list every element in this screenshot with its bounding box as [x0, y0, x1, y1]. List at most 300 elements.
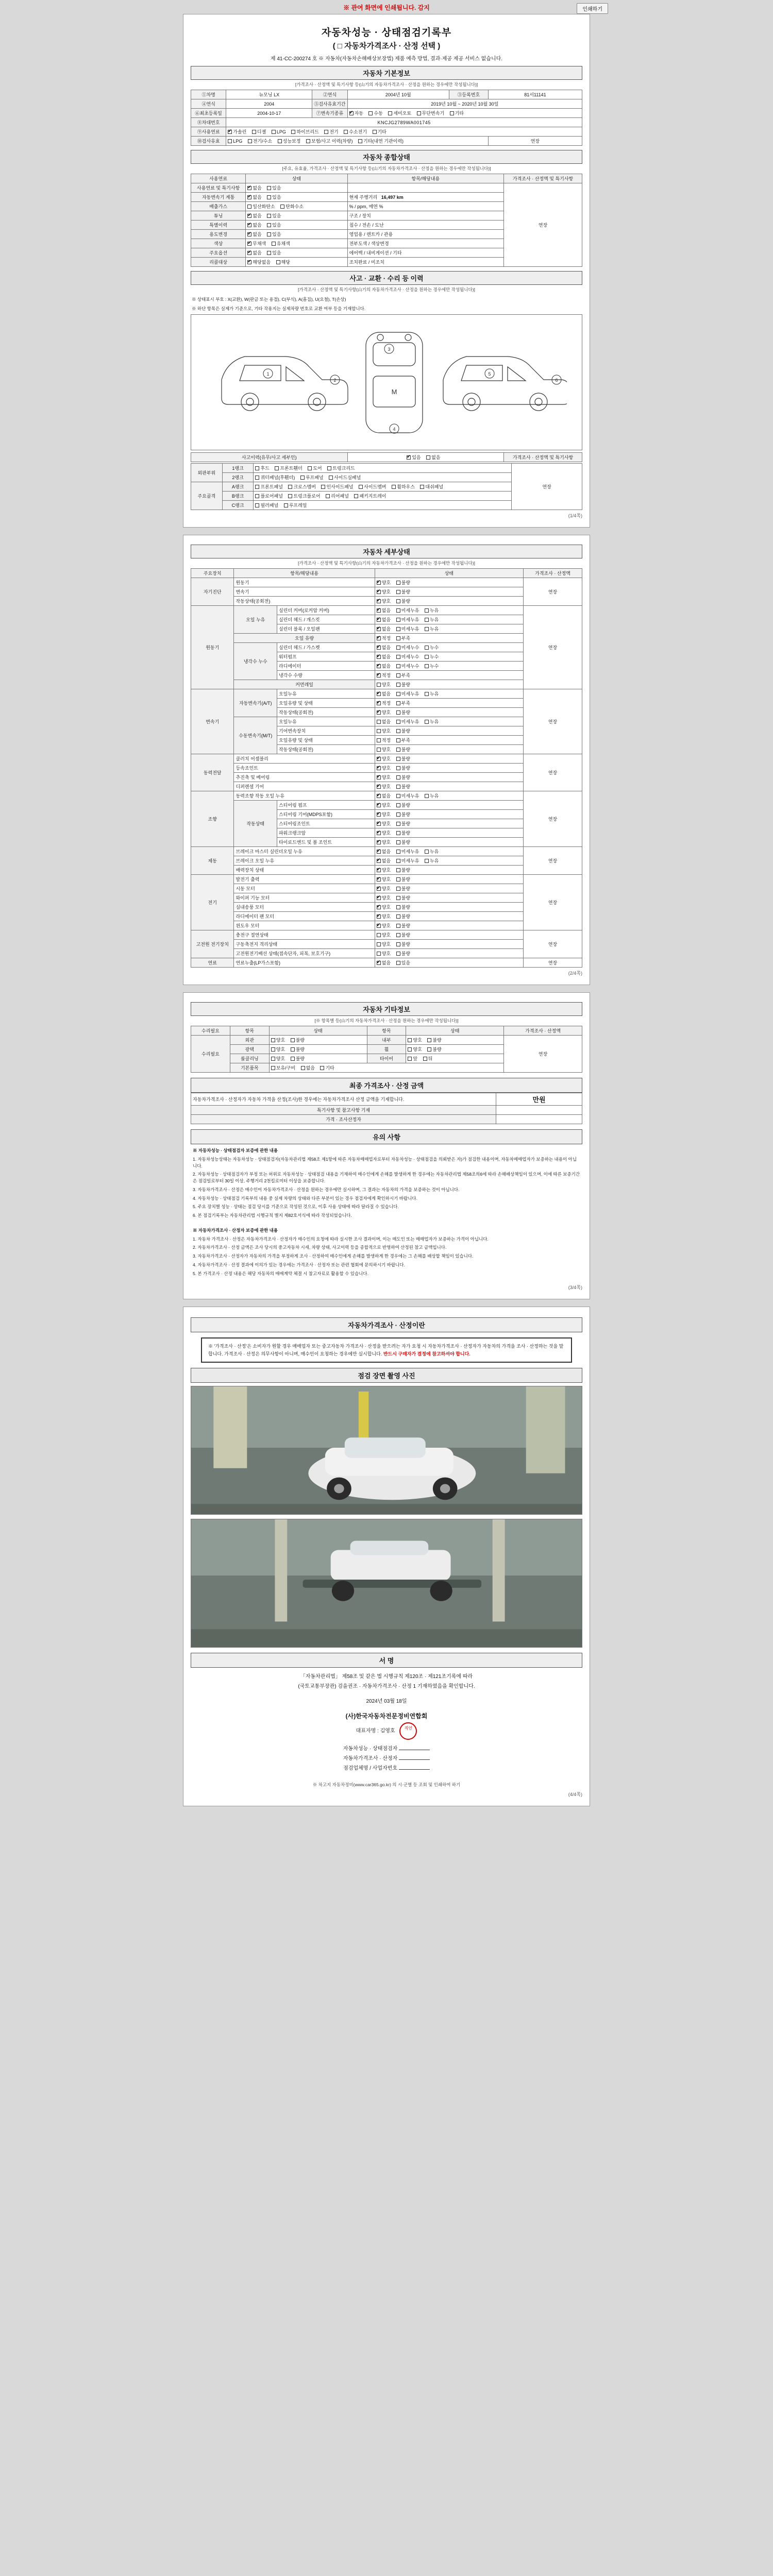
item-states: [375, 930, 523, 940]
diagram-legend-2: ※ 하단 항목은 실제가 기준으로, 기타 작용지는 실제차량 번호로 교환 여부 등을 기재합니다.: [192, 306, 366, 311]
state-leak[interactable]: 누수: [425, 644, 439, 651]
signature-row: [191, 1754, 582, 1764]
row-state: [246, 193, 347, 202]
print-button[interactable]: 인쇄하기: [577, 3, 608, 14]
item-states: [375, 652, 523, 662]
state-good[interactable]: ✔ 양호: [377, 913, 391, 920]
price-row-value-1: [496, 1106, 582, 1115]
state-bad[interactable]: 불량: [396, 839, 410, 845]
part-side-member[interactable]: 사이드멤버: [359, 483, 386, 490]
price-amount: 만원: [496, 1093, 582, 1106]
state-bad[interactable]: 불량: [291, 1037, 305, 1043]
price-row-value-2: [496, 1115, 582, 1124]
state-minor[interactable]: 미세누유: [396, 848, 419, 855]
state-none[interactable]: ✔ 없음: [377, 663, 391, 669]
group-label: 외판부위: [191, 464, 223, 482]
col-header: 가격조사 · 산정액: [504, 1026, 582, 1036]
state-bad[interactable]: 불량: [396, 913, 410, 920]
state-bad[interactable]: 불량: [396, 820, 410, 827]
part-quarter-panel[interactable]: 쿼터패널(후휀더): [255, 474, 295, 481]
state-good[interactable]: 양호: [408, 1046, 422, 1053]
part-inside-panel[interactable]: 인사이드패널: [321, 483, 353, 490]
rank-label: 2랭크: [222, 473, 254, 482]
state-leak[interactable]: 누수: [425, 663, 439, 669]
sub-label: 오일유량 및 상태: [277, 699, 375, 708]
state-ng[interactable]: 있음: [267, 194, 281, 200]
state-good[interactable]: 양호: [408, 1037, 422, 1043]
state-good[interactable]: ✔ 양호: [377, 867, 391, 873]
field-label: ⑥최초등록일: [191, 109, 226, 118]
accident-no[interactable]: 없음: [426, 454, 440, 461]
state-ng[interactable]: 있음: [267, 249, 281, 256]
fuel-lpg[interactable]: LPG: [272, 129, 286, 134]
table-row: [191, 99, 582, 109]
fuel-etc[interactable]: 기타: [373, 128, 386, 135]
state-good[interactable]: 양호: [271, 1055, 285, 1062]
item-states: [269, 1045, 367, 1054]
basic-info-table: [191, 90, 582, 146]
part-floor-panel[interactable]: 플로어패널: [255, 493, 282, 499]
option-cvt[interactable]: 무단변속기: [417, 110, 444, 116]
part-dash-panel[interactable]: 대쉬패널: [420, 483, 443, 490]
state-good[interactable]: 양호: [377, 727, 391, 734]
insp-accident[interactable]: 보험/사고 이력(차량): [306, 138, 353, 144]
state-none[interactable]: ✔ 없음: [377, 644, 391, 651]
part-side-sill[interactable]: 사이드실패널: [329, 474, 361, 481]
etc-title: 자동차 기타정보: [191, 1002, 582, 1016]
state-yes[interactable]: 있음: [396, 959, 410, 966]
state-bad[interactable]: 불량: [396, 922, 410, 929]
basic-have[interactable]: 보유/구비: [271, 1064, 295, 1071]
state-good[interactable]: ✔ 양호: [377, 904, 391, 910]
fuel-gasoline[interactable]: ✔ 가솔린: [228, 128, 246, 135]
state-bad[interactable]: 불량: [396, 765, 410, 771]
item-label: 등속조인트: [234, 764, 375, 773]
price-warning-title: 자동차가격조사 · 산정이란: [191, 1317, 582, 1332]
cautions-title: 유의 사항: [191, 1129, 582, 1144]
row-detail: [347, 183, 504, 193]
col-header: 상태: [246, 174, 347, 183]
basic-none[interactable]: 없음: [301, 1064, 315, 1071]
group-label: 고전원 전기장치: [191, 930, 234, 958]
item-states: [375, 662, 523, 671]
state-bad[interactable]: 불량: [396, 727, 410, 734]
accident-result-label: 사고이력(유무/사고 세부인): [191, 453, 348, 462]
inspection-options: [226, 137, 488, 146]
row-label: 특별이력: [191, 221, 246, 230]
part-wheel-house[interactable]: 휠하우스: [392, 483, 415, 490]
state-none[interactable]: ✔ 없음: [377, 616, 391, 623]
state-good[interactable]: ✔ 양호: [377, 885, 391, 892]
detail-note: [가격조사 · 산정액 및 특기사항(山기의 자동차가격조사 · 산정을 원하는 경우에만 작성됩니다)]: [298, 561, 475, 566]
state-minor[interactable]: 미세누유: [396, 690, 419, 697]
signature-row: [191, 1764, 582, 1773]
state-low[interactable]: 부족: [396, 672, 410, 679]
item-states: [375, 847, 523, 856]
item-label: 수동변속기(M/T): [234, 717, 277, 754]
state-leak[interactable]: 누수: [425, 653, 439, 660]
state-ok[interactable]: ✔ 없음: [247, 231, 261, 238]
state-good[interactable]: 양호: [377, 681, 391, 688]
state-good[interactable]: ✔ 양호: [377, 820, 391, 827]
sub-label: 냉각수 수량: [277, 671, 375, 680]
tire-rear[interactable]: 뒤: [423, 1055, 433, 1062]
state-leak[interactable]: 누유: [425, 848, 439, 855]
group-remark: 연장: [524, 791, 582, 847]
part-roof-rail[interactable]: 루프레일: [284, 502, 307, 509]
state-good[interactable]: ✔ 양호: [377, 829, 391, 836]
state-ok[interactable]: ✔ 없음: [247, 194, 261, 200]
field-label: ⑦변속기종류: [312, 109, 347, 118]
state-bad[interactable]: 불량: [396, 774, 410, 781]
signature-row: [191, 1744, 582, 1754]
state-ok[interactable]: ✔ 적정: [377, 672, 391, 679]
part-roof-panel[interactable]: 루프패널: [300, 474, 324, 481]
insp-perf[interactable]: 성능보정: [278, 138, 301, 144]
state-bad[interactable]: 불량: [396, 681, 410, 688]
row-detail: [347, 193, 504, 202]
insp-ev[interactable]: 전기/수소: [248, 138, 272, 144]
mileage-label: 현재 주행거리: [349, 195, 378, 200]
table-row: [191, 183, 582, 193]
item-states: [375, 856, 523, 866]
price-warning-box: [201, 1337, 572, 1363]
group-label: 주요골격: [191, 482, 223, 510]
group-label: 연료: [191, 958, 234, 968]
group-remark: 연장: [524, 958, 582, 968]
state-ok[interactable]: 적정: [377, 737, 391, 743]
svg-text:6: 6: [555, 378, 558, 383]
state-co[interactable]: 일산화탄소: [247, 203, 275, 210]
group-remark: 연장: [524, 847, 582, 875]
table-row: [191, 1036, 582, 1045]
state-bad[interactable]: 불량: [396, 950, 410, 957]
tire-label: 타이어: [367, 1054, 406, 1063]
state-ok[interactable]: ✔ 없음: [247, 184, 261, 191]
sub-label: 스티어링조인트: [277, 819, 375, 828]
item-label: 작동상태: [234, 801, 277, 847]
part-hood[interactable]: 후드: [255, 465, 269, 471]
state-good[interactable]: 양호: [377, 950, 391, 957]
state-bad[interactable]: 불량: [396, 931, 410, 938]
fuel-electric[interactable]: 전기: [324, 128, 338, 135]
page-number: (2/4쪽): [568, 971, 582, 976]
item-states: [375, 791, 523, 801]
state-leak[interactable]: 누유: [425, 718, 439, 725]
state-good[interactable]: 양호: [271, 1046, 285, 1053]
part-front-fender[interactable]: 프론트휀더: [275, 465, 302, 471]
table-row: [191, 1106, 582, 1115]
title-line-1: 자동차성능 · 상태점검기록부: [321, 27, 452, 38]
state-hc[interactable]: 탄화수소: [280, 203, 304, 210]
state-bad[interactable]: 불량: [396, 876, 410, 883]
state-ok[interactable]: ✔ 해당없음: [247, 259, 271, 265]
state-none[interactable]: ✔ 없음: [377, 857, 391, 864]
state-good[interactable]: ✔ 양호: [377, 774, 391, 781]
rank-label: 1랭크: [222, 464, 254, 473]
state-bad[interactable]: 불량: [427, 1046, 441, 1053]
option-etc[interactable]: 기타: [450, 110, 464, 116]
col-header: 가격조사 · 산정액 및 특기사항: [504, 174, 582, 183]
part-pillar-panel[interactable]: 필러패널: [255, 502, 278, 509]
field-value: 81서11141: [488, 90, 582, 99]
field-label: ⑤검사유효기간: [312, 99, 347, 109]
state-good[interactable]: 양호: [377, 746, 391, 753]
caution-item: 1. 자동차성능상태는 자동차성능 · 상태점검자(자동차관리법 제58조 제1항에 따른 자동차매매업자로부터 자동차성능 · 상태점검을 의뢰받은 자)가 점검한 내용이며, 자동차매매업자가 보증하는 내용이 아닙니다.: [193, 1156, 577, 1168]
item-states: [375, 606, 523, 615]
price-warning-body: ※ '가격조사 · 산정'은 소비자가 원할 경우 매매업자 또는 중고자동차 가격조사 · 산정을 받으려는 자가 요청 시 자동차가격조사 · 산정자가 자동차의 가격을 조사 · 산정하는 것을 말합니다. 가격조사 · 산정은 의무사항이 아니며, 매수인이 요청하는 경우에만 실시합니다.: [208, 1344, 564, 1357]
insp-lpg[interactable]: LPG: [228, 139, 242, 144]
state-good[interactable]: ✔ 양호: [377, 765, 391, 771]
state-bad[interactable]: 불량: [291, 1055, 305, 1062]
item-label: 발전기 출력: [234, 875, 375, 884]
state-ok[interactable]: ✔ 적정: [377, 635, 391, 641]
state-good[interactable]: ✔ 양호: [377, 802, 391, 808]
state-minor[interactable]: 미세누유: [396, 616, 419, 623]
state-none[interactable]: ✔ 없음: [377, 607, 391, 614]
part-front-panel[interactable]: 프론트패널: [255, 483, 282, 490]
state-good[interactable]: ✔ 양호: [377, 588, 391, 595]
item-states: [375, 587, 523, 597]
state-leak[interactable]: 누유: [425, 857, 439, 864]
basic-etc[interactable]: 기타: [320, 1064, 334, 1071]
state-minor[interactable]: 미세누수: [396, 663, 419, 669]
state-minor[interactable]: 미세누유: [396, 792, 419, 799]
state-none[interactable]: 없음: [377, 718, 391, 725]
table-row: [191, 118, 582, 127]
caution-item: 2. 자동차성능 · 상태점검자가 부정 또는 허위로 자동차성능 · 상태점검 내용을 기재하여 매수인에게 손해를 발생하게 한 경우에는 자동차관리법 제58조의6에 따라 손해배상책임이 있으며, 이에 따른 보증기간은 점검일로부터 30일 이상, 주행거리 2천킬로미터 이상을 보증합니다.: [193, 1172, 580, 1183]
state-good[interactable]: ✔ 양호: [377, 755, 391, 762]
state-good[interactable]: 양호: [377, 931, 391, 938]
state-bad[interactable]: 불량: [396, 829, 410, 836]
item-states: [375, 764, 523, 773]
sub-label: 타이로드엔드 및 볼 조인트: [277, 838, 375, 847]
field-value: 2004-10-17: [226, 109, 312, 118]
state-bad[interactable]: 불량: [396, 755, 410, 762]
option-manual[interactable]: 수동: [368, 110, 382, 116]
state-ng[interactable]: 유채색: [272, 240, 290, 247]
fuel-hybrid[interactable]: 하이브리드: [291, 128, 318, 135]
state-leak[interactable]: 누유: [425, 792, 439, 799]
col-header: 항목: [230, 1026, 269, 1036]
state-bad[interactable]: 불량: [396, 588, 410, 595]
state-minor[interactable]: 미세누유: [396, 607, 419, 614]
row-label: 배출가스: [191, 202, 246, 211]
state-good[interactable]: ✔ 양호: [377, 783, 391, 790]
state-good[interactable]: 양호: [377, 941, 391, 947]
svg-text:5: 5: [488, 371, 491, 377]
item-states: [375, 773, 523, 782]
item-label: 오일 누유: [234, 606, 277, 634]
mileage-value: 16,497 km: [381, 195, 404, 200]
accident-parts-table: [191, 463, 582, 510]
item-label: 연료누출(LP가스포함): [234, 958, 375, 968]
field-label: ⑩검사유효: [191, 137, 226, 146]
caution-head: ※ 자동차가격조사 · 산정자 보증에 관한 내용: [193, 1227, 278, 1233]
state-low[interactable]: 부족: [396, 635, 410, 641]
state-ok[interactable]: ✔ 적정: [377, 700, 391, 706]
state-bad[interactable]: 불량: [396, 867, 410, 873]
overall-table: [191, 174, 582, 267]
svg-text:3: 3: [388, 347, 391, 352]
basic-items-label: 기본품목: [230, 1063, 269, 1073]
state-good[interactable]: ✔ 양호: [377, 922, 391, 929]
state-ok[interactable]: ✔ 없음: [247, 249, 261, 256]
state-good[interactable]: ✔ 양호: [377, 876, 391, 883]
item-states: [406, 1045, 504, 1054]
state-bad[interactable]: 불량: [396, 579, 410, 586]
sub-label: 기어변속장치: [277, 726, 375, 736]
signature-row-value[interactable]: [399, 1759, 430, 1760]
signature-org-rep: 대표자명 : 김영호: [356, 1728, 395, 1734]
table-row: [191, 90, 582, 99]
item-states: [375, 624, 523, 634]
caution-item: 5. 본 가격조사 · 산정 내용은 해당 자동차의 매매계약 체결 시 참고자료로 활용할 수 있습니다.: [193, 1270, 368, 1276]
fuel-hydrogen[interactable]: 수소전기: [344, 128, 367, 135]
sub-label: 라디에이터: [277, 662, 375, 671]
state-good[interactable]: ✔ 양호: [377, 709, 391, 716]
sub-label: 작동상태(공회전): [277, 708, 375, 717]
state-minor[interactable]: 미세누수: [396, 653, 419, 660]
basic-info-title: 자동차 기본정보: [191, 66, 582, 80]
state-none[interactable]: ✔ 없음: [377, 848, 391, 855]
state-leak[interactable]: 누유: [425, 607, 439, 614]
signature-row-label: 자동차성능 · 상태점검자: [343, 1745, 398, 1752]
item-label: 동력조향 작동 오일 누유: [234, 791, 375, 801]
option-auto[interactable]: ✔ 자동: [349, 110, 363, 116]
sub-label: 실린더 블록 / 오일팬: [277, 624, 375, 634]
row-state: [246, 183, 347, 193]
rank-label: B랭크: [222, 492, 254, 501]
table-row: [191, 453, 582, 462]
state-ok[interactable]: ✔ 없음: [247, 222, 261, 228]
item-label: 와이퍼 기능 모터: [234, 893, 375, 903]
item-states: [375, 643, 523, 652]
state-none[interactable]: ✔ 없음: [377, 792, 391, 799]
state-bad[interactable]: 불량: [396, 894, 410, 901]
state-minor[interactable]: 미세누유: [396, 857, 419, 864]
part-package-tray[interactable]: 패키지트레이: [354, 493, 386, 499]
state-leak[interactable]: 누유: [425, 625, 439, 632]
vin-value: KNCJG2789WA001745: [226, 118, 582, 127]
state-leak[interactable]: 누유: [425, 690, 439, 697]
state-good[interactable]: ✔ 양호: [377, 894, 391, 901]
table-row: [191, 578, 582, 587]
signature-row-value[interactable]: [399, 1769, 430, 1770]
option-semiauto[interactable]: 세미오토: [388, 110, 411, 116]
insp-etc[interactable]: 기타(내연 기관이력): [358, 138, 404, 144]
state-bad[interactable]: 불량: [396, 709, 410, 716]
item-states: [375, 699, 523, 708]
item-label: 오일 유량: [234, 634, 375, 643]
state-ng[interactable]: 있음: [267, 231, 281, 238]
state-ok[interactable]: ✔ 없음: [247, 212, 261, 219]
state-bad[interactable]: 불량: [396, 941, 410, 947]
state-good[interactable]: ✔ 양호: [377, 811, 391, 818]
state-bad[interactable]: 불량: [396, 904, 410, 910]
state-none[interactable]: ✔ 없음: [377, 653, 391, 660]
signature-org-sub: [191, 1722, 582, 1740]
tire-front[interactable]: 앞: [408, 1055, 417, 1062]
state-good[interactable]: 양호: [271, 1037, 285, 1043]
state-low[interactable]: 부족: [396, 700, 410, 706]
state-ng[interactable]: 있음: [267, 212, 281, 219]
table-row: [191, 930, 582, 940]
group-label: 조향: [191, 791, 234, 847]
item-states: [375, 810, 523, 819]
state-ok[interactable]: ✔ 무채색: [247, 240, 266, 247]
item-label: 광택: [230, 1045, 269, 1054]
state-bad[interactable]: 불량: [396, 783, 410, 790]
detail-table: [191, 568, 582, 968]
part-door[interactable]: 도어: [308, 465, 322, 471]
price-title: 최종 가격조사 · 산정 금액: [191, 1078, 582, 1093]
cautions-block-1: [191, 1144, 582, 1224]
part-options: [254, 482, 512, 492]
state-bad[interactable]: 불량: [396, 885, 410, 892]
fuel-diesel[interactable]: 디젤: [252, 128, 266, 135]
state-good[interactable]: ✔ 양호: [377, 579, 391, 586]
part-cross-member[interactable]: 크로스멤버: [288, 483, 315, 490]
state-low[interactable]: 부족: [396, 737, 410, 743]
part-trunk-lid[interactable]: 트렁크리드: [327, 465, 355, 471]
accident-yes[interactable]: ✔ 있음: [407, 454, 421, 461]
item-states: [375, 689, 523, 699]
state-none[interactable]: ✔ 없음: [377, 690, 391, 697]
item-label: 시동 모터: [234, 884, 375, 893]
field-label: ②연식: [312, 90, 347, 99]
table-row: [191, 875, 582, 884]
item-label: 고전원전기배선 상태(접속단자, 피복, 보호기구): [234, 949, 375, 958]
col-header: 수리필요: [191, 1026, 230, 1036]
state-bad[interactable]: 불량: [396, 598, 410, 604]
state-bad[interactable]: 불량: [396, 802, 410, 808]
state-bad[interactable]: 불량: [396, 811, 410, 818]
state-ng[interactable]: 있음: [267, 222, 281, 228]
state-none[interactable]: ✔ 없음: [377, 959, 391, 966]
signature-line-2: (국토교통부장관) 검을권조 · 자동차가격조사 · 산정 1 기재하였음을 확인합니다.: [298, 1684, 475, 1690]
etc-remark: 연장: [504, 1036, 582, 1073]
sub-label: 스티어링 기어(MDPS포함): [277, 810, 375, 819]
seal-icon: 직인: [399, 1722, 417, 1740]
table-row: [191, 958, 582, 968]
state-ng[interactable]: 있음: [267, 184, 281, 191]
caution-item: 3. 자동차가격조사 · 산정자가 자동차의 가격을 부정하게 조사 · 산정하여 매수인에게 손해를 발생하게 한 경우에는 그 손해를 배상할 책임이 있습니다.: [193, 1253, 474, 1259]
row-label: 리콜대상: [191, 258, 246, 267]
state-bad[interactable]: 불량: [427, 1037, 441, 1043]
state-bad[interactable]: 불량: [396, 746, 410, 753]
state-minor[interactable]: 미세누수: [396, 644, 419, 651]
state-bad[interactable]: 불량: [291, 1046, 305, 1053]
state-minor[interactable]: 미세누유: [396, 625, 419, 632]
part-trunk-floor[interactable]: 트렁크플로어: [288, 493, 320, 499]
group-remark: 연장: [524, 689, 582, 754]
state-ng[interactable]: 해당: [276, 259, 290, 265]
state-leak[interactable]: 누유: [425, 616, 439, 623]
price-warning-highlight: 반드시 구매자가 결정에 참고하셔야 합니다.: [383, 1351, 470, 1357]
item-label: 내부: [367, 1036, 406, 1045]
item-label: 배력장치 상태: [234, 866, 375, 875]
lift-photo-front: [191, 1386, 582, 1515]
state-good[interactable]: ✔ 양호: [377, 598, 391, 604]
state-good[interactable]: ✔ 양호: [377, 839, 391, 845]
item-states: [375, 597, 523, 606]
detail-title: 자동차 세부상태: [191, 545, 582, 558]
group-label: 변속기: [191, 689, 234, 754]
state-none[interactable]: ✔ 없음: [377, 625, 391, 632]
state-minor[interactable]: 미세누유: [396, 718, 419, 725]
part-rear-panel[interactable]: 리어패널: [326, 493, 349, 499]
